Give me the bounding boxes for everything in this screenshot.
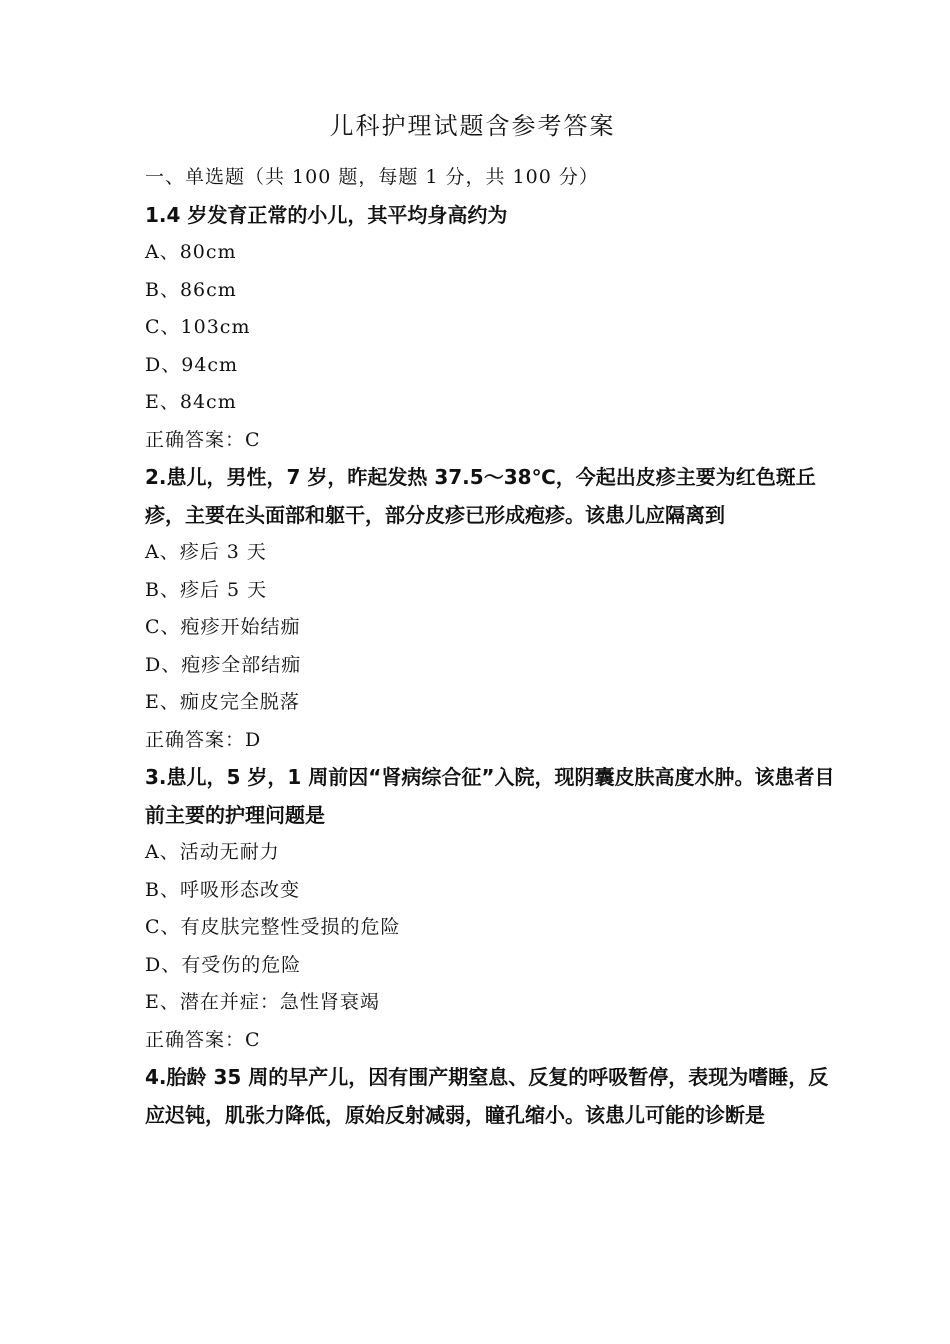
option-b: B、86cm	[145, 278, 237, 301]
section-heading: 一、单选题（共 100 题，每题 1 分，共 100 分）	[145, 166, 599, 188]
question-stem: 3.患儿，5 岁，1 周前因“肾病综合征”入院，现阴囊皮肤高度水肿。该患者目前主要的护理问题是	[145, 765, 835, 827]
option-d: D、有受伤的危险	[145, 953, 302, 976]
question-3	[145, 759, 835, 1059]
option-d: D、疱疹全部结痂	[145, 653, 302, 676]
question-stem: 2.患儿，男性，7 岁，昨起发热 37.5～38℃，今起出皮疹主要为红色斑丘疹，主要在头面部和躯干，部分皮疹已形成疱疹。该患儿应隔离到	[145, 465, 816, 527]
answer: 正确答案：C	[145, 428, 261, 451]
option-e: E、潜在并症：急性肾衰竭	[145, 991, 380, 1013]
option-a: A、疹后 3 天	[145, 541, 267, 563]
question-4	[145, 1059, 830, 1134]
question-1	[145, 197, 830, 460]
option-a: A、80cm	[145, 241, 237, 263]
question-2	[145, 459, 830, 759]
document-title: 儿科护理试题含参考答案	[329, 112, 616, 140]
option-c: C、有皮肤完整性受损的危险	[145, 916, 401, 938]
option-e: E、84cm	[145, 391, 237, 413]
option-c: C、疱疹开始结痂	[145, 616, 301, 638]
option-b: B、疹后 5 天	[145, 578, 268, 601]
question-stem: 1.4 岁发育正常的小儿，其平均身高约为	[145, 202, 508, 227]
option-d: D、94cm	[145, 353, 239, 376]
option-e: E、痂皮完全脱落	[145, 691, 300, 713]
answer: 正确答案：D	[145, 728, 262, 751]
option-c: C、103cm	[145, 316, 251, 338]
answer: 正确答案：C	[145, 1028, 261, 1051]
question-stem: 4.胎龄 35 周的早产儿，因有围产期窒息、反复的呼吸暂停，表现为嗜睡，反应迟钝，肌张力降低，原始反射减弱，瞳孔缩小。该患儿可能的诊断是	[145, 1065, 829, 1127]
option-b: B、呼吸形态改变	[145, 878, 300, 901]
option-a: A、活动无耐力	[145, 841, 280, 863]
